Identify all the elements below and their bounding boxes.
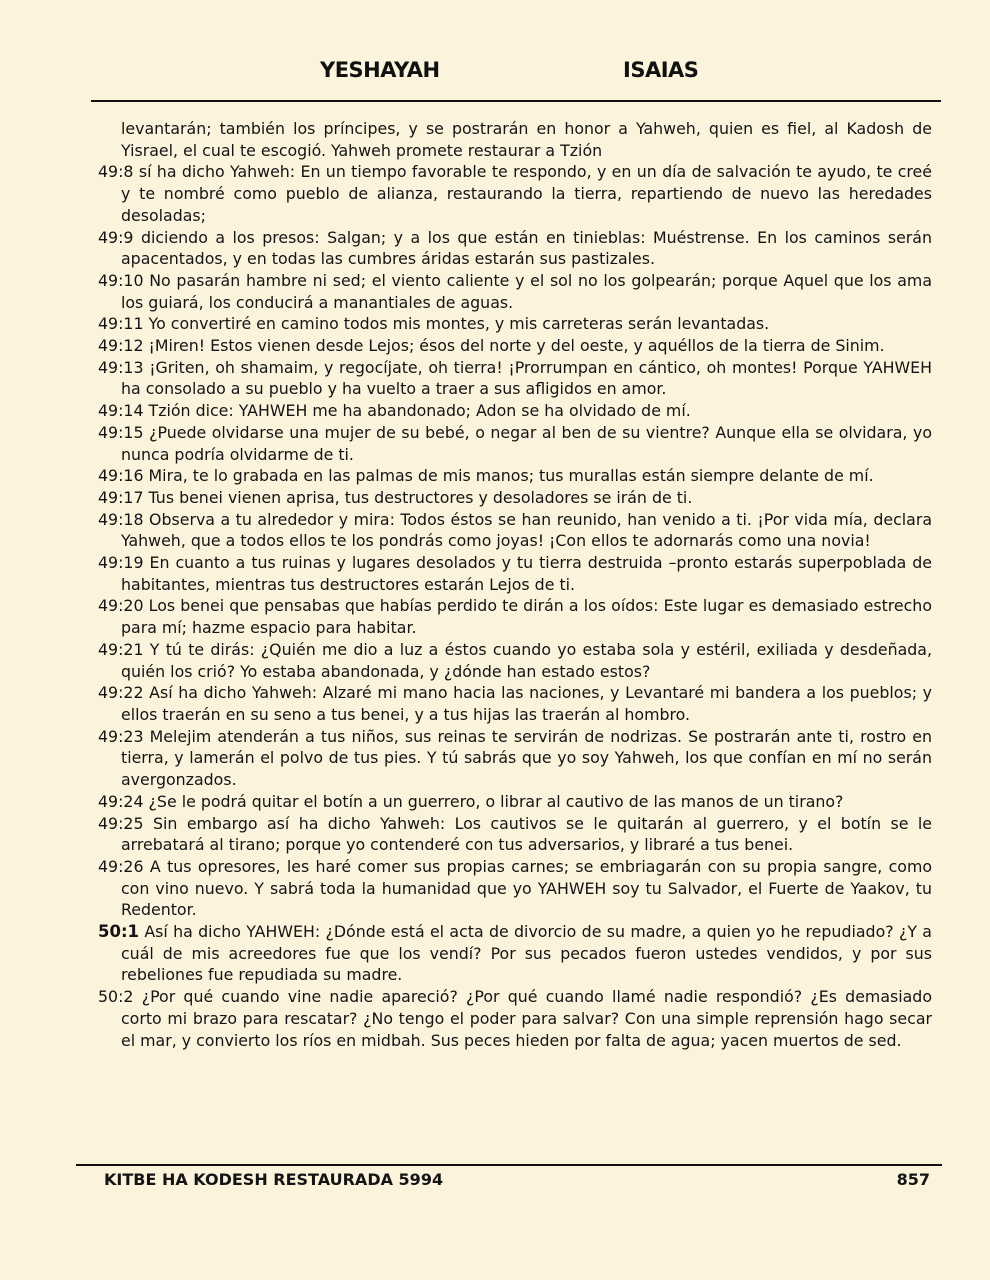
verse-text: Y tú te dirás: ¿Quién me dio a luz a éstos cuando yo estaba sola y estéril, exiliada y desdeñada, quién los crió? Yo estaba abandonada, y ¿dónde han estado estos? [121, 639, 932, 681]
verse-text: En cuanto a tus ruinas y lugares desolados y tu tierra destruida –pronto estarás superpoblada de habitantes, mientras tus destructores estarán Lejos de ti. [121, 553, 932, 594]
verse-number: 50:2 [98, 987, 134, 1007]
verse-text: Los benei que pensabas que habías perdido te dirán a los oídos: Este lugar es demasiado estrecho para mí; hazme espacio para habitar. [121, 596, 932, 638]
verse-number: 49:15 [98, 422, 144, 442]
verse-49-22 [98, 682, 932, 725]
verse-number: 49:11 [98, 314, 144, 334]
verse-49-21 [98, 639, 932, 682]
verse-49-20 [98, 595, 932, 638]
footer-rule [76, 1164, 942, 1166]
verse-number: 49:17 [98, 487, 144, 507]
verse-number: 49:19 [98, 553, 144, 573]
verse-text: levantarán; también los príncipes, y se postrarán en honor a Yahweh, quien es fiel, al Kadosh de Yisrael, el cual te escogió. Yahweh promete restaurar a Tzión [121, 119, 932, 160]
page-footer [0, 1170, 990, 1194]
verse-text: ¿Puede olvidarse una mujer de su bebé, o negar al ben de su vientre? Aunque ella se olvidara, yo nunca podría olvidarme de ti. [121, 422, 932, 464]
verse-49-14 [98, 400, 932, 422]
verse-text: ¡Griten, oh shamaim, y regocíjate, oh tierra! ¡Prorrumpan en cántico, oh montes! Porque YAHWEH ha consolado a su pueblo y ha vuelto a traer a sus afligidos en amor. [121, 357, 932, 399]
verse-number: 49:10 [98, 270, 144, 290]
header-book-title-spanish: ISAIAS [623, 58, 699, 82]
verse-number: 49:24 [98, 791, 144, 811]
header-book-title-hebrew: YESHAYAH [320, 58, 440, 82]
verse-text: A tus opresores, les haré comer sus propias carnes; se embriagarán con su propia sangre, como con vino nuevo. Y sabrá toda la humanidad que yo YAHWEH soy tu Salvador, el Fuerte de Yaakov, tu Redentor. [121, 856, 932, 920]
verse-49-13 [98, 357, 932, 400]
verse-number: 49:13 [98, 357, 144, 377]
verse-number: 49:14 [98, 401, 144, 421]
verse-number: 49:9 [98, 227, 134, 247]
verse-49-10 [98, 270, 932, 313]
header-rule [91, 100, 941, 102]
verse-text: Sin embargo así ha dicho Yahweh: Los cautivos se le quitarán al guerrero, y el botín se le arrebatará al tirano; porque yo contenderé con tus adversarios, y libraré a tus benei. [121, 813, 932, 855]
verse-text: Tus benei vienen aprisa, tus destructores y desoladores se irán de ti. [143, 487, 693, 507]
verse-list [98, 118, 932, 1051]
verse-text: diciendo a los presos: Salgan; y a los que están en tinieblas: Muéstrense. En los caminos serán apacentados, y en todas las cumbres áridas estarán sus pastizales. [121, 227, 932, 269]
verse-49-18 [98, 509, 932, 552]
verse-number: 49:21 [98, 639, 144, 659]
verse-text: No pasarán hambre ni sed; el viento caliente y el sol no los golpearán; porque Aquel que los ama los guiará, los conducirá a manantiales de aguas. [121, 270, 932, 312]
verse-text: sí ha dicho Yahweh: En un tiempo favorable te respondo, y en un día de salvación te ayudo, te creé y te nombré como pueblo de alianza, restaurando la tierra, repartiendo de nuevo las heredades desoladas; [121, 162, 932, 225]
verse-49-19 [98, 552, 932, 595]
verse-text: Mira, te lo grabada en las palmas de mis manos; tus murallas están siempre delante de mí. [143, 466, 874, 486]
verse-49-9 [98, 227, 932, 270]
verse-50-2 [98, 986, 932, 1051]
chapter-verse-number: 50:1 [98, 922, 140, 942]
verse-49-24 [98, 791, 932, 813]
verse-49-11 [98, 313, 932, 335]
verse-text: ¡Miren! Estos vienen desde Lejos; ésos del norte y del oeste, y aquéllos de la tierra de Sinim. [143, 336, 885, 356]
verse-49-17 [98, 487, 932, 509]
verse-49-25 [98, 813, 932, 856]
verse-text: ¿Se le podrá quitar el botín a un guerrero, o librar al cautivo de las manos de un tirano? [143, 791, 844, 811]
verse-number: 49:20 [98, 596, 144, 616]
verse-50-1 [98, 921, 932, 986]
verse-number: 49:25 [98, 813, 144, 833]
verse-49-8 [98, 161, 932, 226]
verse-49-12 [98, 335, 932, 357]
verse-number: 49:26 [98, 856, 144, 876]
verse-49-16 [98, 465, 932, 487]
page-header [0, 58, 990, 90]
verse-49-26 [98, 856, 932, 921]
verse-number: 49:18 [98, 509, 144, 529]
verse-text: Yo convertiré en camino todos mis montes, y mis carreteras serán levantadas. [143, 314, 770, 334]
verse-text: Melejim atenderán a tus niños, sus reinas te servirán de nodrizas. Se postrarán ante ti, rostro en tierra, y lamerán el polvo de tus pies. Y tú sabrás que yo soy Yahweh, los que confían en mí no serán avergonzados. [121, 726, 932, 790]
verse-49-23 [98, 726, 932, 791]
footer-book-title: KITBE HA KODESH RESTAURADA 5994 [104, 1170, 444, 1189]
verse-49-15 [98, 422, 932, 465]
verse-text: Así ha dicho YAHWEH: ¿Dónde está el acta de divorcio de su madre, a quien yo he repudiado? ¿Y a cuál de mis acreedores fue que los vendí? Por sus pecados fueron ustedes vendidos, y por sus rebeliones fue repudiada su madre. [121, 922, 932, 985]
verse-text: Observa a tu alrededor y mira: Todos éstos se han reunido, han venido a ti. ¡Por vida mía, declara Yahweh, que a todos ellos te los pondrás como joyas! ¡Con ellos te adornarás como una novia! [121, 509, 932, 551]
verse-text: Tzión dice: YAHWEH me ha abandonado; Adon se ha olvidado de mí. [143, 401, 691, 421]
verse-number: 49:23 [98, 726, 144, 746]
verse-text: Así ha dicho Yahweh: Alzaré mi mano hacia las naciones, y Levantaré mi bandera a los pueblos; y ellos traerán en su seno a tus benei, y a tus hijas las traerán al hombro. [121, 683, 932, 724]
page-number: 857 [896, 1170, 930, 1189]
verse-number: 49:16 [98, 466, 144, 486]
verse-continuation [98, 118, 932, 161]
verse-number: 49:22 [98, 683, 144, 703]
verse-text: ¿Por qué cuando vine nadie apareció? ¿Por qué cuando llamé nadie respondió? ¿Es demasiado corto mi brazo para rescatar? ¿No tengo el poder para salvar? Con una simple reprensión hago secar el mar, y convierto los ríos en midbah. Sus peces hieden por falta de agua; yacen muertos de sed. [121, 987, 932, 1050]
verse-number: 49:12 [98, 336, 144, 356]
verse-number: 49:8 [98, 162, 134, 182]
